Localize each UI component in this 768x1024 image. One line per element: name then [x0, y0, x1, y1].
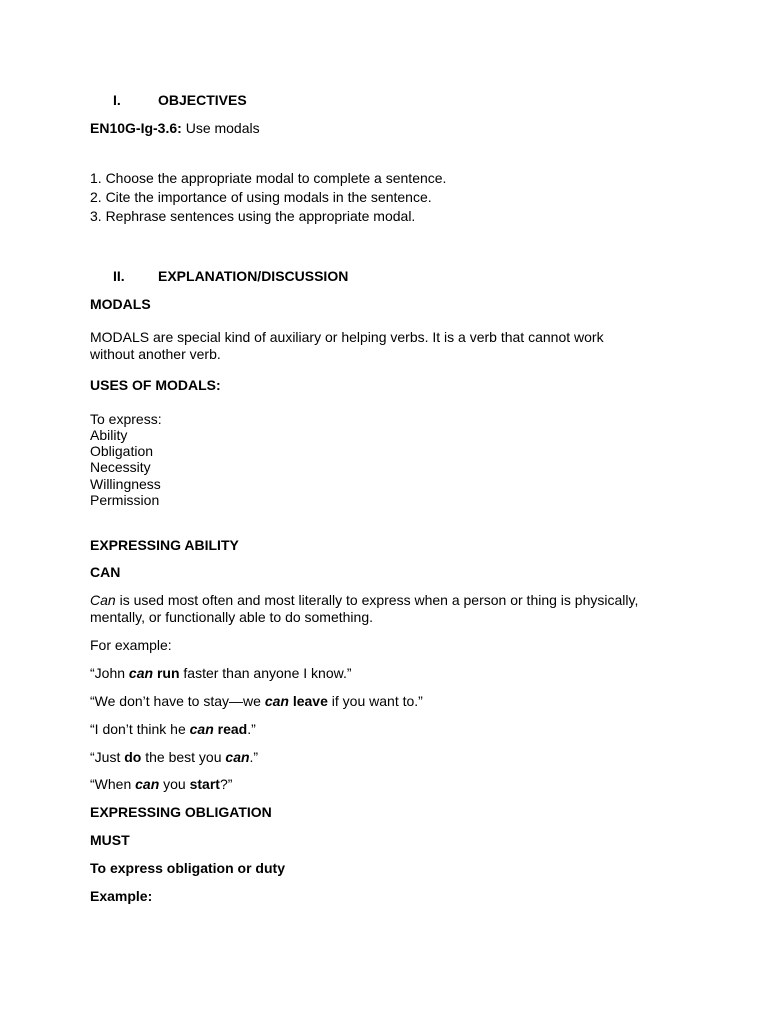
use-item: Ability: [90, 427, 128, 443]
example-modal: can: [225, 749, 250, 765]
can-description-line: mentally, or functionally able to do something.: [90, 609, 374, 625]
example-sentence: [90, 776, 232, 793]
example-text: “When: [90, 776, 136, 792]
example-sentence: [90, 721, 256, 738]
example-text: the best you: [141, 749, 226, 765]
example-verb: start: [189, 776, 220, 792]
example-modal: can: [189, 721, 214, 737]
competency-code-line: [90, 120, 260, 137]
for-example-label: For example:: [90, 637, 172, 653]
example-sentence: [90, 693, 423, 710]
definition-line: MODALS are special kind of auxiliary or helping verbs. It is a verb that cannot work: [90, 329, 604, 345]
example-verb: run: [156, 665, 180, 681]
objective-item: 2. Cite the importance of using modals in the sentence.: [90, 189, 432, 205]
use-item: Willingness: [90, 476, 161, 492]
example-text: you: [159, 776, 190, 792]
section-title: EXPLANATION/DISCUSSION: [158, 268, 349, 284]
example-sentence: [90, 665, 352, 682]
section-numeral: II.: [113, 268, 125, 284]
use-item: Necessity: [90, 459, 151, 475]
can-italic-word: Can: [90, 592, 116, 608]
section-title: OBJECTIVES: [158, 92, 247, 108]
example-text: “I don’t think he: [90, 721, 190, 737]
uses-heading: USES OF MODALS:: [90, 377, 221, 393]
example-modal: can: [264, 693, 289, 709]
must-heading: MUST: [90, 832, 130, 848]
ability-heading: EXPRESSING ABILITY: [90, 537, 239, 553]
definition-line: without another verb.: [90, 346, 221, 362]
example-verb: leave: [292, 693, 328, 709]
can-description-text: is used most often and most literally to express when a person or thing is physically,: [115, 592, 639, 608]
example-text: faster than anyone I know.”: [179, 665, 352, 681]
competency-code: EN10G-Ig-3.6:: [90, 120, 182, 136]
example-sentence: [90, 749, 258, 766]
obligation-heading: EXPRESSING OBLIGATION: [90, 804, 272, 820]
example-text: .”: [249, 749, 259, 765]
use-item: Permission: [90, 492, 160, 508]
objective-item: 3. Rephrase sentences using the appropriate modal.: [90, 208, 416, 224]
example-text: “Just: [90, 749, 125, 765]
example-text: ?”: [219, 776, 233, 792]
example-text: “We don’t have to stay—we: [90, 693, 265, 709]
modals-heading: MODALS: [90, 296, 151, 312]
section-numeral: I.: [113, 92, 121, 108]
objective-item: 1. Choose the appropriate modal to complete a sentence.: [90, 170, 447, 186]
example-modal: can: [135, 776, 160, 792]
must-description: To express obligation or duty: [90, 860, 285, 876]
can-description-line: [90, 592, 638, 609]
example-verb: read: [217, 721, 248, 737]
example-text: if you want to.”: [327, 693, 423, 709]
example-modal: can: [128, 665, 154, 681]
express-intro: To express:: [90, 411, 162, 427]
example-verb: do: [124, 749, 142, 765]
use-item: Obligation: [90, 443, 154, 459]
example-text: .”: [247, 721, 256, 737]
example-label: Example:: [90, 888, 153, 904]
competency-description: Use modals: [181, 120, 260, 136]
can-heading: CAN: [90, 564, 121, 580]
example-text: “John: [90, 665, 129, 681]
